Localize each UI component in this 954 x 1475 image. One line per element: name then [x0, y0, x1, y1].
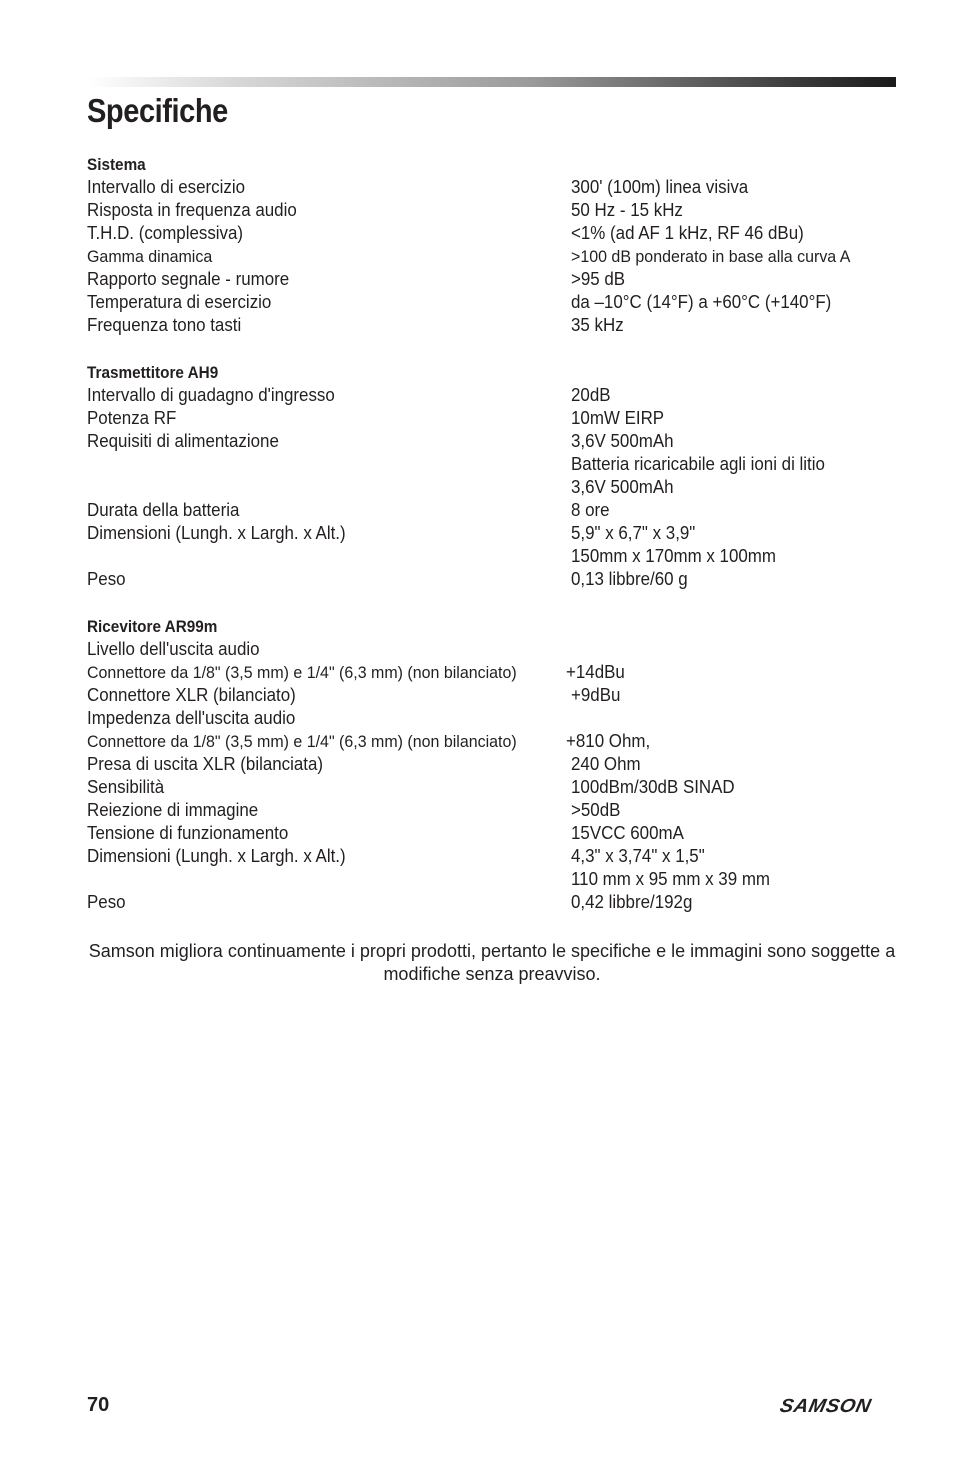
spec-label: Frequenza tono tasti [87, 315, 242, 335]
spec-row [87, 799, 897, 822]
spec-value: 300' (100m) linea visiva [571, 177, 749, 197]
spec-value: 240 Ohm [571, 754, 641, 774]
spec-label [87, 453, 542, 476]
spec-value: 150mm x 170mm x 100mm [571, 546, 776, 566]
spec-label: Connettore XLR (bilanciato) [87, 685, 296, 705]
spec-content [87, 153, 897, 938]
spec-value: Batteria ricaricabile agli ioni di litio [571, 454, 825, 474]
spec-value: +810 Ohm, [566, 731, 651, 751]
spec-row [87, 868, 897, 891]
spec-value: >50dB [571, 800, 621, 820]
spec-label [87, 545, 542, 568]
spec-value: 0,13 libbre/60 g [571, 569, 688, 589]
section-title: Sistema [87, 155, 146, 174]
spec-row [87, 730, 897, 753]
spec-row [87, 684, 897, 707]
spec-row [87, 568, 897, 591]
spec-label: Dimensioni (Lungh. x Largh. x Alt.) [87, 523, 346, 543]
spec-row [87, 476, 897, 499]
page-title: Specifiche [87, 92, 228, 129]
spec-value: 8 ore [571, 500, 610, 520]
spec-row [87, 291, 897, 314]
spec-value: 5,9" x 6,7" x 3,9" [571, 523, 696, 543]
spec-value: da –10°C (14°F) a +60°C (+140°F) [571, 292, 832, 312]
brand-logo: SAMSON [777, 1396, 874, 1417]
spec-label: Peso [87, 569, 126, 589]
spec-value: >100 dB ponderato in base alla curva A [571, 247, 851, 266]
spec-label: Presa di uscita XLR (bilanciata) [87, 754, 324, 774]
spec-value: 3,6V 500mAh [571, 431, 674, 451]
spec-row [87, 384, 897, 407]
spec-label: Temperatura di esercizio [87, 292, 272, 312]
spec-row [87, 453, 897, 476]
section-trasmettitore [87, 361, 897, 591]
spec-value: 15VCC 600mA [571, 823, 684, 843]
spec-label: Livello dell'uscita audio [87, 639, 260, 659]
spec-value: 100dBm/30dB SINAD [571, 777, 735, 797]
spec-row [87, 314, 897, 337]
spec-value: 110 mm x 95 mm x 39 mm [571, 869, 771, 889]
header-gradient-bar [87, 77, 896, 87]
spec-label: Tensione di funzionamento [87, 823, 289, 843]
spec-label [87, 868, 542, 891]
section-sistema [87, 153, 897, 337]
spec-row [87, 268, 897, 291]
spec-value: 35 kHz [571, 315, 624, 335]
spec-label: Potenza RF [87, 408, 177, 428]
spec-value: 3,6V 500mAh [571, 477, 674, 497]
spec-row [87, 753, 897, 776]
spec-label: Sensibilità [87, 777, 165, 797]
spec-value: <1% (ad AF 1 kHz, RF 46 dBu) [571, 223, 804, 243]
spec-row [87, 499, 897, 522]
spec-label: Rapporto segnale - rumore [87, 269, 290, 289]
spec-label: Durata della batteria [87, 500, 240, 520]
spec-label: T.H.D. (complessiva) [87, 223, 244, 243]
spec-row [87, 245, 897, 268]
spec-row [87, 661, 897, 684]
spec-value: 10mW EIRP [571, 408, 665, 428]
disclaimer-note: Samson migliora continuamente i propri prodotti, pertanto le specifiche e le immagini sono soggette a modifiche senza preavviso. [88, 941, 896, 984]
spec-row [87, 176, 897, 199]
spec-value: 20dB [571, 385, 611, 405]
spec-row [87, 891, 897, 914]
spec-label: Peso [87, 892, 126, 912]
spec-label: Risposta in frequenza audio [87, 200, 297, 220]
spec-label: Impedenza dell'uscita audio [87, 708, 296, 728]
spec-row [87, 222, 897, 245]
spec-value [571, 707, 877, 730]
spec-label: Intervallo di esercizio [87, 177, 245, 197]
spec-row [87, 199, 897, 222]
spec-value [571, 638, 877, 661]
spec-row [87, 822, 897, 845]
spec-row [87, 845, 897, 868]
spec-row [87, 638, 897, 661]
spec-label: Connettore da 1/8" (3,5 mm) e 1/4" (6,3 mm) (non bilanciato) [87, 663, 517, 682]
section-title: Ricevitore AR99m [87, 617, 218, 636]
spec-label: Intervallo di guadagno d'ingresso [87, 385, 335, 405]
spec-row [87, 430, 897, 453]
spec-value: +14dBu [566, 662, 625, 682]
spec-label: Requisiti di alimentazione [87, 431, 279, 451]
spec-row [87, 407, 897, 430]
section-ricevitore [87, 615, 897, 914]
spec-row [87, 707, 897, 730]
page-number: 70 [87, 1394, 110, 1416]
spec-row [87, 545, 897, 568]
spec-label: Gamma dinamica [87, 247, 213, 266]
spec-label: Connettore da 1/8" (3,5 mm) e 1/4" (6,3 mm) (non bilanciato) [87, 732, 517, 751]
spec-value: 0,42 libbre/192g [571, 892, 693, 912]
spec-label: Reiezione di immagine [87, 800, 259, 820]
spec-label: Dimensioni (Lungh. x Largh. x Alt.) [87, 846, 346, 866]
spec-value: 50 Hz - 15 kHz [571, 200, 683, 220]
spec-value: +9dBu [571, 685, 621, 705]
spec-label [87, 476, 542, 499]
spec-value: >95 dB [571, 269, 626, 289]
spec-row [87, 776, 897, 799]
spec-value: 4,3" x 3,74" x 1,5" [571, 846, 705, 866]
spec-row [87, 522, 897, 545]
section-title: Trasmettitore AH9 [87, 363, 219, 382]
